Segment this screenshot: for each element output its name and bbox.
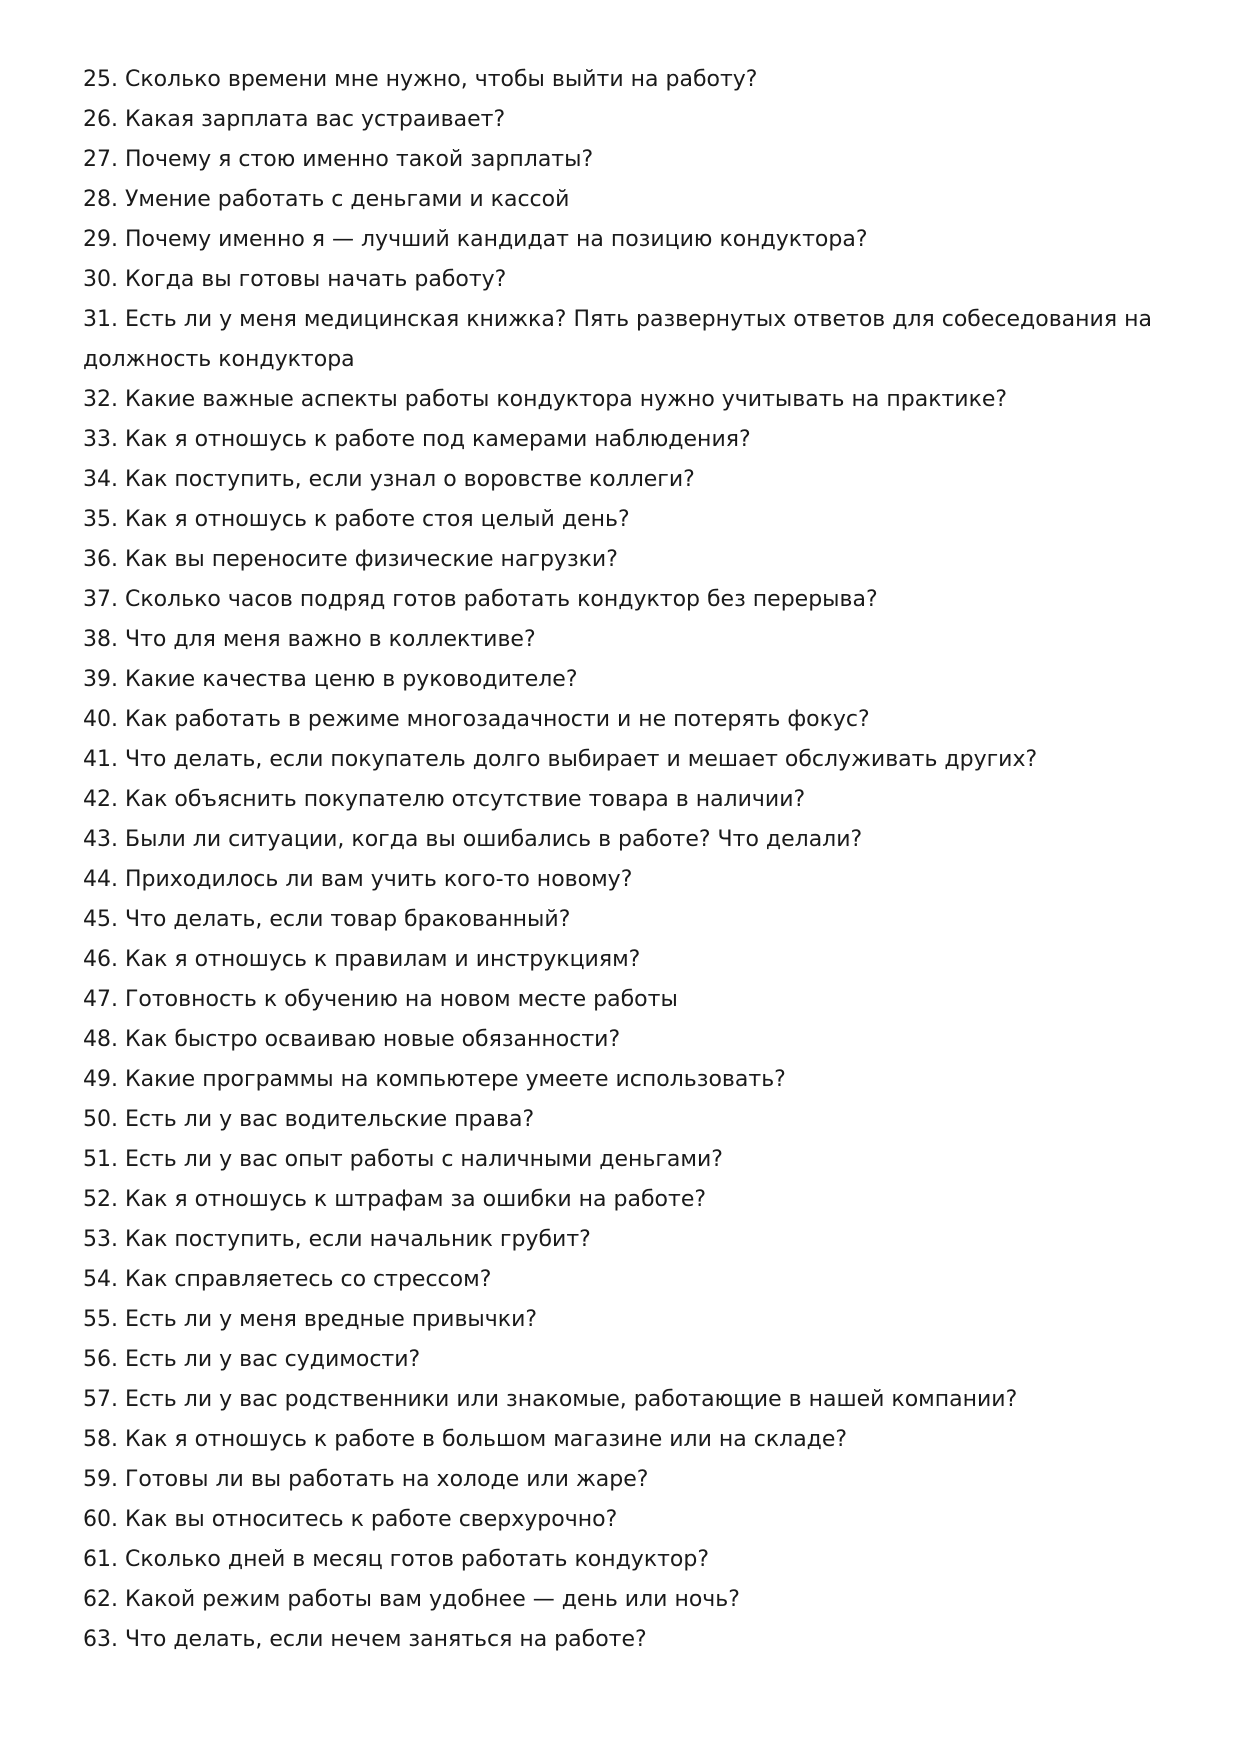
question-item: 61. Сколько дней в месяц готов работать кондуктор? xyxy=(83,1547,710,1572)
question-item: 51. Есть ли у вас опыт работы с наличными деньгами? xyxy=(83,1147,723,1172)
question-item: 63. Что делать, если нечем заняться на работе? xyxy=(83,1627,647,1652)
question-item: 44. Приходилось ли вам учить кого-то новому? xyxy=(83,867,633,892)
question-item: 29. Почему именно я — лучший кандидат на позицию кондуктора? xyxy=(83,227,868,252)
question-item: 50. Есть ли у вас водительские права? xyxy=(83,1107,535,1132)
question-item: 43. Были ли ситуации, когда вы ошибались в работе? Что делали? xyxy=(83,827,863,852)
question-item: 26. Какая зарплата вас устраивает? xyxy=(83,107,506,132)
question-item: 56. Есть ли у вас судимости? xyxy=(83,1347,421,1372)
question-item: 31. Есть ли у меня медицинская книжка? Пять развернутых ответов для собеседования на должность кондуктора xyxy=(83,307,1152,372)
question-item: 42. Как объяснить покупателю отсутствие товара в наличии? xyxy=(83,787,806,812)
question-item: 62. Какой режим работы вам удобнее — день или ночь? xyxy=(83,1587,740,1612)
question-item: 47. Готовность к обучению на новом месте работы xyxy=(83,987,678,1012)
question-item: 37. Сколько часов подряд готов работать кондуктор без перерыва? xyxy=(83,587,878,612)
question-item: 57. Есть ли у вас родственники или знакомые, работающие в нашей компании? xyxy=(83,1387,1018,1412)
question-item: 49. Какие программы на компьютере умеете использовать? xyxy=(83,1067,786,1092)
question-item: 46. Как я отношусь к правилам и инструкциям? xyxy=(83,947,641,972)
question-item: 41. Что делать, если покупатель долго выбирает и мешает обслуживать других? xyxy=(83,747,1038,772)
question-item: 27. Почему я стою именно такой зарплаты? xyxy=(83,147,594,172)
question-item: 36. Как вы переносите физические нагрузки? xyxy=(83,547,618,572)
question-item: 59. Готовы ли вы работать на холоде или жаре? xyxy=(83,1467,649,1492)
question-item: 58. Как я отношусь к работе в большом магазине или на складе? xyxy=(83,1427,848,1452)
question-item: 45. Что делать, если товар бракованный? xyxy=(83,907,571,932)
question-item: 30. Когда вы готовы начать работу? xyxy=(83,267,507,292)
question-item: 32. Какие важные аспекты работы кондуктора нужно учитывать на практике? xyxy=(83,387,1008,412)
question-item: 54. Как справляетесь со стрессом? xyxy=(83,1267,492,1292)
question-item: 52. Как я отношусь к штрафам за ошибки на работе? xyxy=(83,1187,707,1212)
question-item: 34. Как поступить, если узнал о воровстве коллеги? xyxy=(83,467,695,492)
question-item: 33. Как я отношусь к работе под камерами наблюдения? xyxy=(83,427,751,452)
question-list xyxy=(83,60,1163,1660)
question-item: 40. Как работать в режиме многозадачности и не потерять фокус? xyxy=(83,707,870,732)
question-item: 53. Как поступить, если начальник грубит? xyxy=(83,1227,591,1252)
question-item: 28. Умение работать с деньгами и кассой xyxy=(83,187,570,212)
question-item: 25. Сколько времени мне нужно, чтобы выйти на работу? xyxy=(83,67,758,92)
question-item: 48. Как быстро осваиваю новые обязанности? xyxy=(83,1027,621,1052)
question-item: 55. Есть ли у меня вредные привычки? xyxy=(83,1307,538,1332)
question-item: 38. Что для меня важно в коллективе? xyxy=(83,627,536,652)
question-item: 35. Как я отношусь к работе стоя целый день? xyxy=(83,507,630,532)
question-item: 39. Какие качества ценю в руководителе? xyxy=(83,667,578,692)
question-item: 60. Как вы относитесь к работе сверхурочно? xyxy=(83,1507,618,1532)
